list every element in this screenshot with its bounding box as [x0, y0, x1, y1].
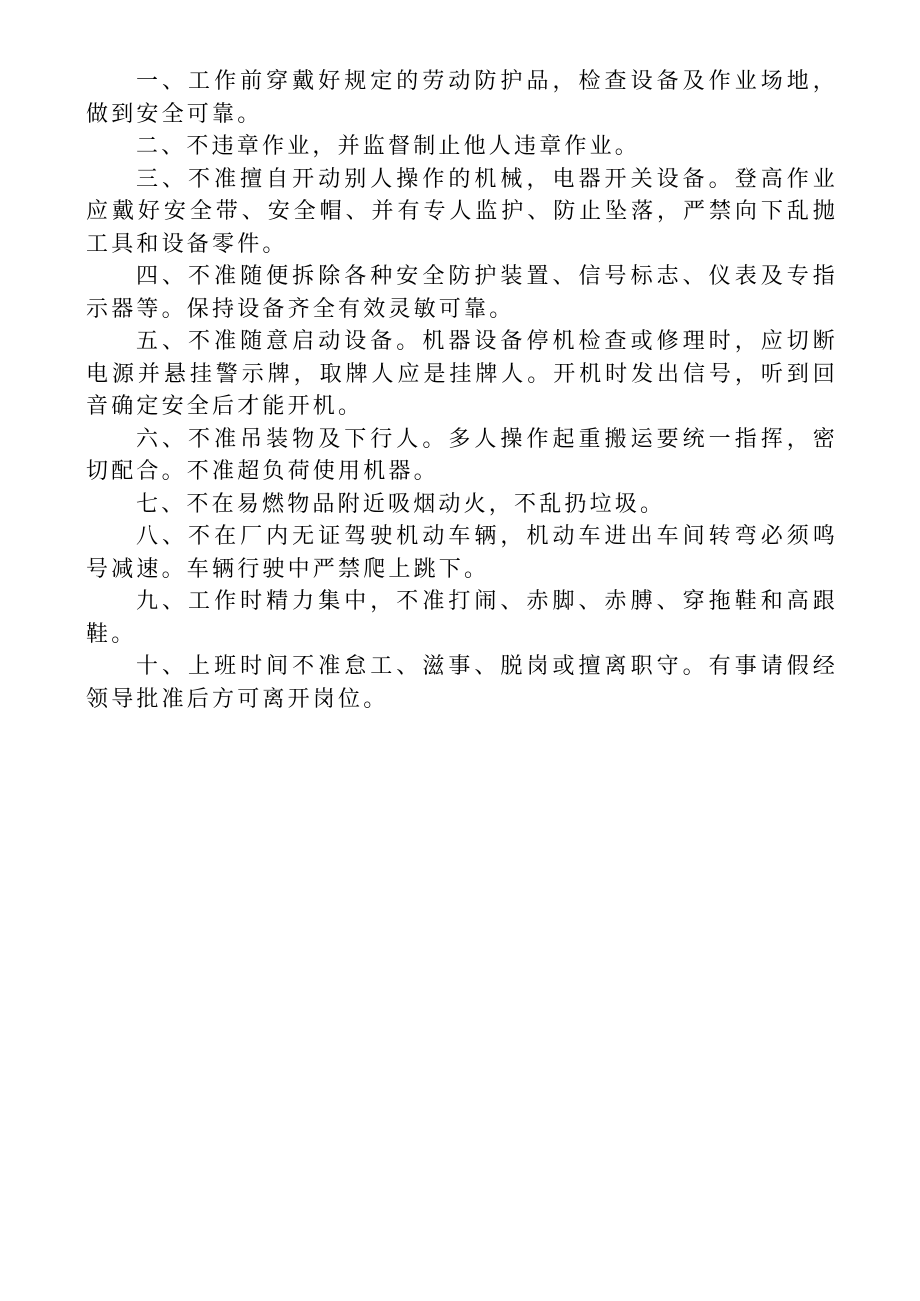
- rule-paragraph-4: 四、不准随便拆除各种安全防护装置、信号标志、仪表及专指示器等。保持设备齐全有效灵敏可靠。: [86, 264, 838, 322]
- rule-paragraph-6: 六、不准吊装物及下行人。多人操作起重搬运要统一指挥，密切配合。不准超负荷使用机器。: [86, 426, 838, 484]
- rule-paragraph-5: 五、不准随意启动设备。机器设备停机检查或修理时，应切断电源并悬挂警示牌，取牌人应是挂牌人。开机时发出信号，听到回音确定安全后才能开机。: [86, 329, 838, 419]
- rule-paragraph-1: 一、工作前穿戴好规定的劳动防护品，检查设备及作业场地，做到安全可靠。: [86, 69, 838, 127]
- document-body: [86, 66, 838, 716]
- rule-paragraph-2: 二、不违章作业，并监督制止他人违章作业。: [136, 134, 641, 159]
- rule-paragraph-8: 八、不在厂内无证驾驶机动车辆，机动车进出车间转弯必须鸣号减速。车辆行驶中严禁爬上跳下。: [86, 524, 838, 582]
- rule-paragraph-7: 七、不在易燃物品附近吸烟动火，不乱扔垃圾。: [136, 491, 666, 517]
- rule-paragraph-10: 十、上班时间不准怠工、滋事、脱岗或擅离职守。有事请假经领导批准后方可离开岗位。: [86, 654, 838, 712]
- rule-paragraph-3: 三、不准擅自开动别人操作的机械，电器开关设备。登高作业应戴好安全带、安全帽、并有专人监护、防止坠落，严禁向下乱抛工具和设备零件。: [86, 166, 838, 257]
- rule-paragraph-9: 九、工作时精力集中，不准打闹、赤脚、赤膊、穿拖鞋和高跟鞋。: [86, 589, 838, 647]
